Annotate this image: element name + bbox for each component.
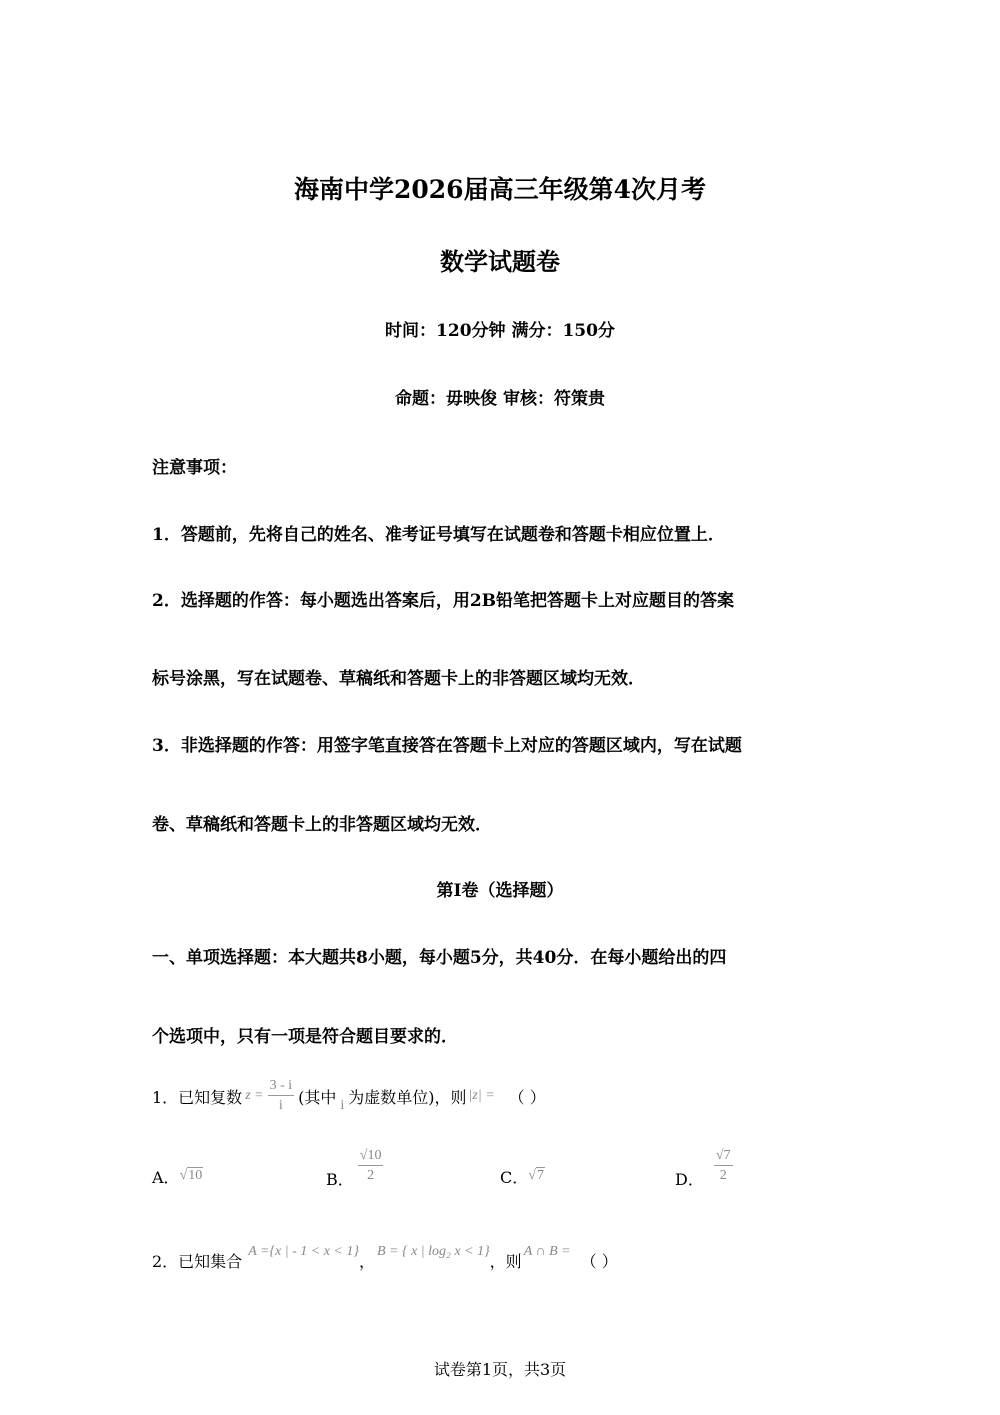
q1-option-b[interactable] xyxy=(326,1138,383,1194)
q2-paren: （ ） xyxy=(580,1251,618,1271)
option-b-radicand: 10 xyxy=(367,1147,382,1163)
option-c-sqrt: √7 xyxy=(528,1168,544,1183)
notice-item-3-line-2: 卷、草稿纸和答题卡上的非答题区域均无效． xyxy=(152,815,492,835)
q2-intersection: A ∩ B = xyxy=(523,1244,571,1259)
option-a-radicand: 10 xyxy=(188,1168,203,1183)
q1-fraction xyxy=(268,1077,295,1116)
q2-prefix: 2．已知集合 xyxy=(152,1251,243,1271)
option-a-sqrt: √10 xyxy=(179,1168,203,1183)
q1-fraction-num: 3 - i xyxy=(268,1077,295,1096)
q1-abs-z: |z| = xyxy=(468,1088,495,1103)
q1-mid-2: 为虚数单位)，则 xyxy=(348,1087,467,1107)
part1-instruction-line-1: 一、单项选择题：本大题共8小题，每小题5分，共40分．在每小题给出的四 xyxy=(152,948,727,968)
part1-instruction-line-2: 个选项中，只有一项是符合题目要求的． xyxy=(152,1027,458,1047)
authors-info: 命题：毋映俊 审核：符策贵 xyxy=(395,389,605,409)
volume-heading: 第Ⅰ卷（选择题） xyxy=(436,881,564,901)
option-b-denominator: 2 xyxy=(367,1167,375,1183)
q1-prefix: 1．已知复数 xyxy=(152,1087,243,1107)
notice-item-2-line-1: 2．选择题的作答：每小题选出答案后，用2B铅笔把答题卡上对应题目的答案 xyxy=(152,591,735,611)
notice-item-1: 1．答题前，先将自己的姓名、准考证号填写在试题卷和答题卡相应位置上． xyxy=(152,525,725,545)
option-d-numerator: √7 xyxy=(714,1147,733,1166)
q2-comma: ， xyxy=(358,1251,375,1271)
notice-item-2-line-2: 标号涂黑，写在试题卷、草稿纸和答题卡上的非答题区域均无效． xyxy=(152,669,645,689)
option-c-radicand: 7 xyxy=(536,1168,544,1183)
option-b-label: B． xyxy=(326,1169,354,1189)
option-d-denominator: 2 xyxy=(719,1167,727,1183)
option-d-fraction xyxy=(714,1147,733,1186)
q1-option-c[interactable] xyxy=(500,1158,545,1194)
option-b-fraction xyxy=(358,1147,384,1186)
q1-paren: （ ） xyxy=(508,1087,546,1107)
page-footer: 试卷第1页，共3页 xyxy=(433,1360,567,1379)
q2-then: ，则 xyxy=(489,1251,522,1271)
exam-title: 海南中学2026届高三年级第4次月考 xyxy=(294,175,706,204)
q2-set-a: A ={x | - 1 < x < 1} xyxy=(248,1244,359,1259)
q1-fraction-den: i xyxy=(278,1097,283,1113)
q2-set-b: B = { x | log₂ x < 1} xyxy=(376,1244,490,1259)
time-info: 时间：120分钟 满分：150分 xyxy=(385,321,615,341)
exam-subtitle: 数学试题卷 xyxy=(440,247,560,276)
option-c-label: C． xyxy=(500,1167,529,1187)
notice-item-3-line-1: 3．非选择题的作答：用签字笔直接答在答题卡上对应的答题区域内，写在试题 xyxy=(152,736,742,756)
q1-i-symbol: i xyxy=(340,1098,345,1113)
q1-z-eq: z = xyxy=(245,1088,264,1103)
option-d-label: D． xyxy=(675,1169,704,1189)
option-d-radicand: 7 xyxy=(723,1147,731,1163)
q1-mid-1: (其中 xyxy=(298,1087,337,1107)
notice-heading: 注意事项： xyxy=(152,458,237,478)
question-2 xyxy=(152,1232,618,1272)
option-a-label: A． xyxy=(152,1167,180,1187)
q1-option-a[interactable] xyxy=(152,1158,203,1194)
option-b-numerator: √10 xyxy=(358,1147,384,1166)
q1-option-d[interactable] xyxy=(675,1138,733,1194)
question-1 xyxy=(152,1072,546,1120)
